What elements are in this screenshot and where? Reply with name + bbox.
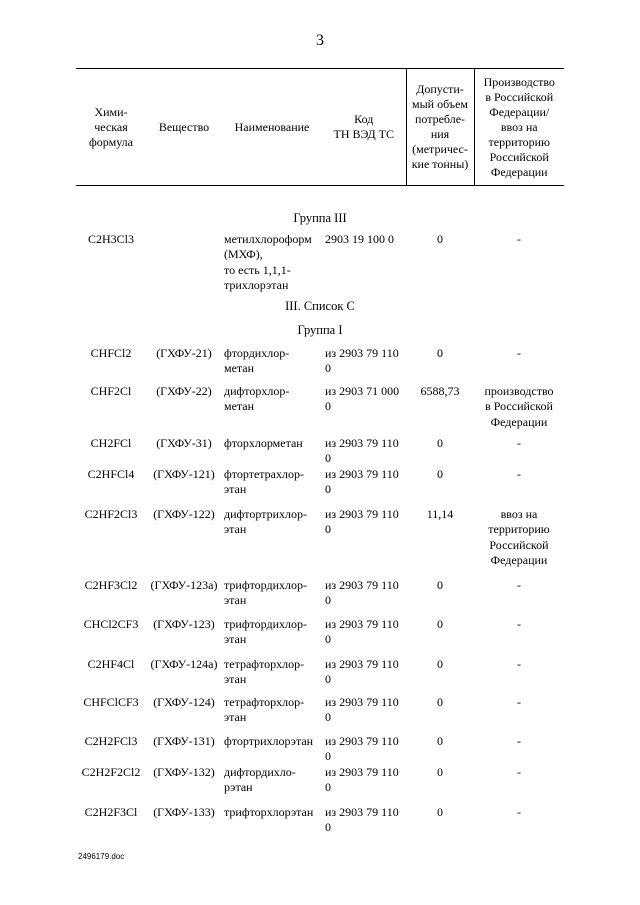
cell-name: дифтортрихлор- этан — [224, 506, 308, 537]
cell-substance: (ГХФУ-123) — [153, 616, 215, 631]
cell-production: - — [517, 231, 521, 246]
cell-formula: C2H2F3Cl — [84, 804, 138, 819]
cell-production: - — [517, 435, 521, 450]
cell-substance: (ГХФУ-124) — [153, 694, 215, 709]
cell-code: из 2903 79 110 0 — [325, 345, 399, 376]
header-formula: Хими- ческая формула — [76, 69, 146, 186]
cell-volume: 0 — [437, 577, 443, 592]
cell-substance: (ГХФУ-22) — [156, 383, 212, 398]
cell-volume: 0 — [437, 694, 443, 709]
cell-formula: C2HF4Cl — [87, 656, 135, 671]
cell-production: - — [517, 616, 521, 631]
header-code: Код ТН ВЭД ТС — [322, 69, 406, 186]
cell-volume: 0 — [437, 435, 443, 450]
cell-production: - — [517, 466, 521, 481]
group-i-title: Группа I — [297, 322, 343, 337]
cell-name: тетрафторхлор- этан — [224, 694, 305, 725]
cell-substance: (ГХФУ-123а) — [150, 577, 218, 592]
cell-formula: CH2FCl — [90, 435, 132, 450]
cell-production: ввоз на территорию Российской Федерации — [488, 506, 550, 568]
substances-table — [76, 68, 564, 836]
table-body — [76, 186, 564, 837]
table-row — [76, 657, 564, 695]
cell-code: из 2903 79 110 0 — [325, 694, 399, 725]
cell-volume: 6588,73 — [420, 383, 460, 398]
cell-substance: (ГХФУ-21) — [156, 345, 212, 360]
cell-formula: CHCl2CF3 — [83, 616, 139, 631]
cell-name: трифтордихлор- этан — [224, 577, 308, 608]
table-row — [76, 467, 564, 507]
cell-code: из 2903 71 000 0 — [325, 383, 400, 414]
cell-name: метилхлороформ (МХФ), то есть 1,1,1- трихлорэтан — [224, 231, 312, 293]
cell-volume: 0 — [437, 656, 443, 671]
table-row — [76, 346, 564, 384]
cell-formula: C2H2F2Cl2 — [81, 764, 141, 779]
table-row — [76, 734, 564, 765]
cell-name: фтортрихлорэтан — [224, 733, 314, 748]
cell-code: из 2903 79 110 0 — [325, 577, 399, 608]
cell-production: производство в Российской Федерации — [484, 383, 554, 429]
table-row — [76, 232, 564, 298]
header-volume: Допусти- мый объем потребле- ния (метричес- кие тонны) — [406, 69, 474, 186]
cell-code: из 2903 79 110 0 — [325, 506, 399, 537]
cell-volume: 0 — [437, 733, 443, 748]
cell-substance: (ГХФУ-132) — [153, 764, 215, 779]
table-row — [76, 384, 564, 436]
table-row — [76, 765, 564, 805]
cell-name: фтордихлор- метан — [224, 345, 290, 376]
cell-volume: 0 — [437, 231, 443, 246]
cell-production: - — [517, 577, 521, 592]
cell-formula: C2HF3Cl2 — [84, 577, 138, 592]
cell-name: тетрафторхлор- этан — [224, 656, 305, 687]
cell-volume: 0 — [437, 345, 443, 360]
cell-substance: (ГХФУ-121) — [153, 466, 215, 481]
cell-name: трифторхлорэтан — [224, 804, 314, 819]
cell-substance — [146, 232, 222, 298]
cell-formula: C2H2FCl3 — [84, 733, 138, 748]
cell-volume: 0 — [437, 466, 443, 481]
cell-substance: (ГХФУ-131) — [153, 733, 215, 748]
cell-production: - — [517, 345, 521, 360]
cell-volume: 11,14 — [426, 506, 454, 521]
footer-filename: 2496179.doc — [78, 852, 125, 861]
cell-name: трифтордихлор- этан — [224, 616, 308, 647]
cell-substance: (ГХФУ-122) — [153, 506, 215, 521]
cell-substance: (ГХФУ-133) — [153, 804, 215, 819]
cell-substance: (ГХФУ-31) — [156, 435, 212, 450]
cell-formula: C2HFCl4 — [87, 466, 135, 481]
cell-code: из 2903 79 110 0 — [325, 804, 399, 835]
header-substance: Вещество — [146, 69, 222, 186]
cell-production: - — [517, 804, 521, 819]
list-c-title: III. Список С — [285, 298, 355, 313]
cell-code: из 2903 79 110 0 — [325, 466, 399, 497]
cell-production: - — [517, 656, 521, 671]
cell-production: - — [517, 764, 521, 779]
cell-production: - — [517, 733, 521, 748]
cell-code: 2903 19 100 0 — [325, 231, 394, 246]
table-row — [76, 617, 564, 657]
cell-volume: 0 — [437, 804, 443, 819]
page-number: 3 — [316, 32, 324, 49]
cell-name: дифторхлор- метан — [224, 383, 290, 414]
table-row — [76, 507, 564, 578]
cell-code: из 2903 79 110 0 — [325, 764, 399, 795]
cell-code: из 2903 79 110 0 — [325, 435, 399, 466]
cell-name: фторхлорметан — [224, 435, 303, 450]
cell-formula: CHFClCF3 — [83, 694, 139, 709]
cell-name: фтортетрахлор- этан — [224, 466, 304, 497]
header-production: Производство в Российской Федерации/ ввоз на территорию Российской Федерации — [474, 69, 564, 186]
header-name: Наименование — [222, 69, 322, 186]
cell-substance: (ГХФУ-124а) — [150, 656, 218, 671]
cell-production: - — [517, 694, 521, 709]
cell-code: из 2903 79 110 0 — [325, 656, 399, 687]
table-row — [76, 578, 564, 617]
cell-formula: C2H3Cl3 — [87, 231, 134, 246]
cell-formula: CHFCl2 — [90, 345, 132, 360]
table-row — [76, 695, 564, 734]
cell-formula: C2HF2Cl3 — [84, 506, 138, 521]
table-row — [76, 805, 564, 836]
cell-name: дифтордихло- рэтан — [224, 764, 296, 795]
cell-code: из 2903 79 110 0 — [325, 616, 399, 647]
cell-formula: CHF2Cl — [90, 383, 132, 398]
cell-volume: 0 — [437, 616, 443, 631]
cell-volume: 0 — [437, 764, 443, 779]
table-header — [76, 69, 564, 186]
table-row — [76, 436, 564, 467]
cell-code: из 2903 79 110 0 — [325, 733, 399, 764]
group-iii-title: Группа III — [293, 210, 347, 225]
